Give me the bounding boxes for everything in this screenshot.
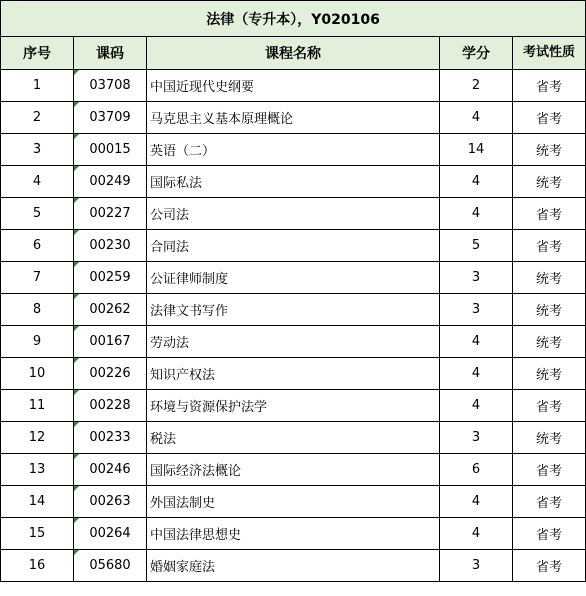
row-exam-type: 统考 bbox=[513, 134, 586, 166]
row-seq: 6 bbox=[1, 230, 74, 262]
header-exam: 考试性质 bbox=[513, 37, 586, 70]
row-code: 05680 bbox=[74, 550, 147, 582]
table-title: 法律（专升本），Y020106 bbox=[1, 1, 586, 37]
row-course-name: 税法 bbox=[147, 422, 440, 454]
row-exam-type: 省考 bbox=[513, 454, 586, 486]
row-seq: 8 bbox=[1, 294, 74, 326]
table-row bbox=[1, 134, 586, 166]
row-credit: 4 bbox=[440, 486, 513, 518]
row-exam-type: 统考 bbox=[513, 358, 586, 390]
table-body bbox=[1, 70, 586, 582]
row-exam-type: 统考 bbox=[513, 326, 586, 358]
header-seq: 序号 bbox=[1, 37, 74, 70]
row-course-name: 国际经济法概论 bbox=[147, 454, 440, 486]
row-exam-type: 省考 bbox=[513, 198, 586, 230]
row-code: 00263 bbox=[74, 486, 147, 518]
row-credit: 14 bbox=[440, 134, 513, 166]
row-seq: 5 bbox=[1, 198, 74, 230]
row-seq: 9 bbox=[1, 326, 74, 358]
table-row bbox=[1, 326, 586, 358]
table-row bbox=[1, 70, 586, 102]
row-credit: 4 bbox=[440, 518, 513, 550]
table-row bbox=[1, 390, 586, 422]
header-row bbox=[1, 37, 586, 70]
row-exam-type: 省考 bbox=[513, 230, 586, 262]
row-code: 03709 bbox=[74, 102, 147, 134]
row-course-name: 英语（二） bbox=[147, 134, 440, 166]
row-exam-type: 省考 bbox=[513, 550, 586, 582]
row-course-name: 环境与资源保护法学 bbox=[147, 390, 440, 422]
table-row bbox=[1, 518, 586, 550]
row-code: 00264 bbox=[74, 518, 147, 550]
table-row bbox=[1, 102, 586, 134]
row-course-name: 劳动法 bbox=[147, 326, 440, 358]
table-row bbox=[1, 294, 586, 326]
row-credit: 6 bbox=[440, 454, 513, 486]
row-course-name: 知识产权法 bbox=[147, 358, 440, 390]
header-name: 课程名称 bbox=[147, 37, 440, 70]
row-code: 00167 bbox=[74, 326, 147, 358]
row-course-name: 婚姻家庭法 bbox=[147, 550, 440, 582]
row-code: 00227 bbox=[74, 198, 147, 230]
table-row bbox=[1, 358, 586, 390]
row-exam-type: 省考 bbox=[513, 70, 586, 102]
row-code: 00015 bbox=[74, 134, 147, 166]
table-row bbox=[1, 486, 586, 518]
row-code: 00233 bbox=[74, 422, 147, 454]
row-course-name: 中国近现代史纲要 bbox=[147, 70, 440, 102]
table-row bbox=[1, 422, 586, 454]
row-code: 00262 bbox=[74, 294, 147, 326]
header-credit: 学分 bbox=[440, 37, 513, 70]
row-credit: 3 bbox=[440, 294, 513, 326]
table-row bbox=[1, 454, 586, 486]
table-row bbox=[1, 262, 586, 294]
table-row bbox=[1, 550, 586, 582]
row-exam-type: 统考 bbox=[513, 422, 586, 454]
row-exam-type: 省考 bbox=[513, 486, 586, 518]
row-code: 00228 bbox=[74, 390, 147, 422]
row-seq: 15 bbox=[1, 518, 74, 550]
row-course-name: 中国法律思想史 bbox=[147, 518, 440, 550]
row-code: 00259 bbox=[74, 262, 147, 294]
row-course-name: 公司法 bbox=[147, 198, 440, 230]
row-credit: 3 bbox=[440, 262, 513, 294]
row-seq: 10 bbox=[1, 358, 74, 390]
row-course-name: 公证律师制度 bbox=[147, 262, 440, 294]
row-seq: 12 bbox=[1, 422, 74, 454]
row-seq: 4 bbox=[1, 166, 74, 198]
row-code: 03708 bbox=[74, 70, 147, 102]
row-seq: 11 bbox=[1, 390, 74, 422]
row-course-name: 外国法制史 bbox=[147, 486, 440, 518]
row-exam-type: 省考 bbox=[513, 102, 586, 134]
row-seq: 14 bbox=[1, 486, 74, 518]
row-seq: 1 bbox=[1, 70, 74, 102]
row-seq: 13 bbox=[1, 454, 74, 486]
row-credit: 4 bbox=[440, 390, 513, 422]
table-row bbox=[1, 230, 586, 262]
row-seq: 16 bbox=[1, 550, 74, 582]
header-code: 课码 bbox=[74, 37, 147, 70]
row-code: 00249 bbox=[74, 166, 147, 198]
row-course-name: 法律文书写作 bbox=[147, 294, 440, 326]
row-credit: 4 bbox=[440, 358, 513, 390]
row-credit: 4 bbox=[440, 102, 513, 134]
row-credit: 2 bbox=[440, 70, 513, 102]
row-seq: 2 bbox=[1, 102, 74, 134]
row-credit: 3 bbox=[440, 550, 513, 582]
row-seq: 3 bbox=[1, 134, 74, 166]
row-exam-type: 省考 bbox=[513, 390, 586, 422]
row-credit: 3 bbox=[440, 422, 513, 454]
row-exam-type: 统考 bbox=[513, 262, 586, 294]
row-credit: 4 bbox=[440, 326, 513, 358]
row-code: 00246 bbox=[74, 454, 147, 486]
row-exam-type: 统考 bbox=[513, 166, 586, 198]
table-row bbox=[1, 198, 586, 230]
row-exam-type: 统考 bbox=[513, 294, 586, 326]
row-seq: 7 bbox=[1, 262, 74, 294]
row-credit: 4 bbox=[440, 198, 513, 230]
row-course-name: 合同法 bbox=[147, 230, 440, 262]
row-code: 00230 bbox=[74, 230, 147, 262]
row-exam-type: 省考 bbox=[513, 518, 586, 550]
row-course-name: 马克思主义基本原理概论 bbox=[147, 102, 440, 134]
row-credit: 4 bbox=[440, 166, 513, 198]
table-row bbox=[1, 166, 586, 198]
row-course-name: 国际私法 bbox=[147, 166, 440, 198]
row-credit: 5 bbox=[440, 230, 513, 262]
row-code: 00226 bbox=[74, 358, 147, 390]
